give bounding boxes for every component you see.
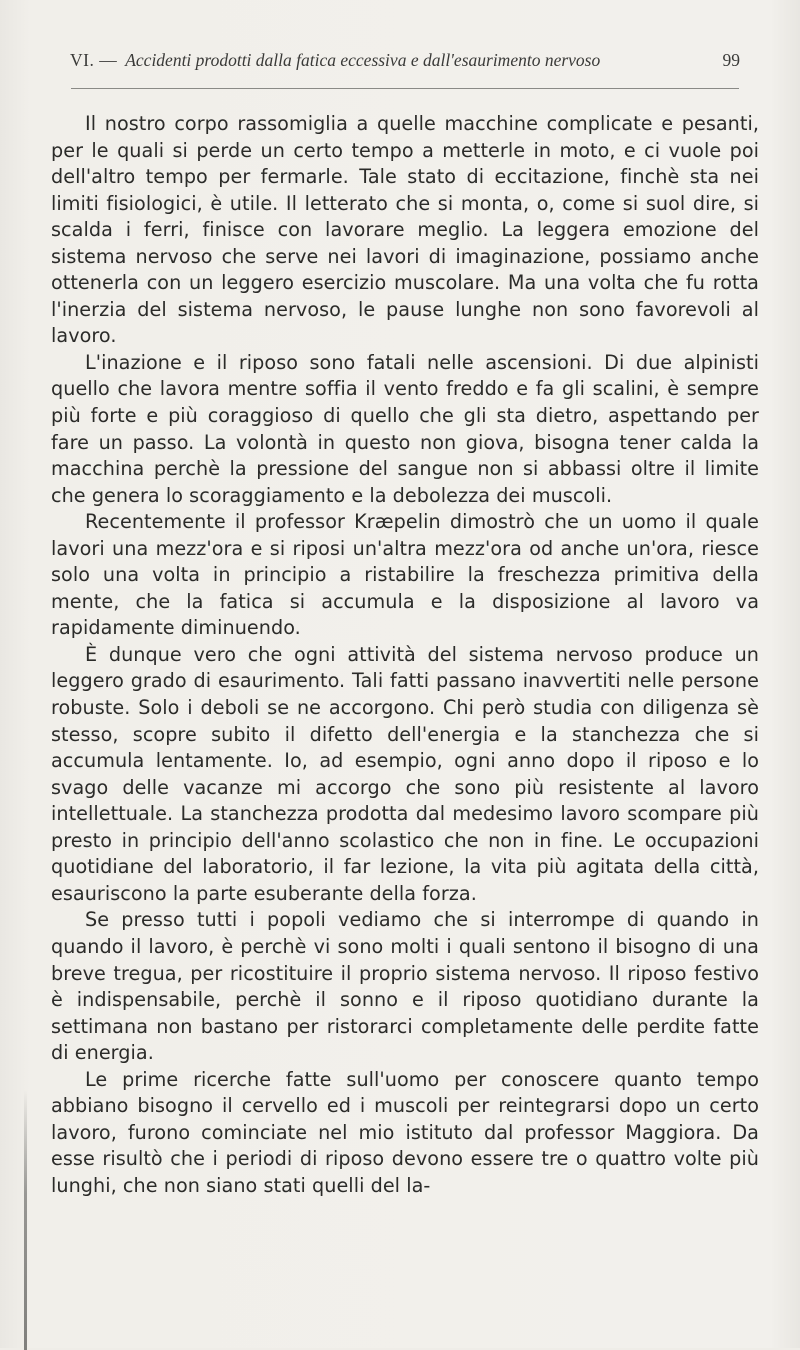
paragraph: L'inazione e il riposo sono fatali nelle ascensioni. Di due alpinisti quello che lavora mentre soffia il vento freddo e fa gli scalini, è sempre più forte e più coraggioso di quello che gli sta dietro, aspettando per fare un passo. La volontà in questo non giova, bisogna tener calda la macchina perchè la pressione del sangue non si abbassi oltre il limite che genera lo scoraggiamento e la debolezza dei muscoli. [51, 350, 759, 507]
page-number: 99 [722, 50, 740, 70]
paragraph: Se presso tutti i popoli vediamo che si interrompe di quando in quando il lavoro, è perchè vi sono molti i quali sentono il bisogno di una breve tregua, per ricostituire il proprio sistema nervoso. Il riposo festivo è indispensabile, perchè il sonno e il riposo quotidiano durante la settimana non bastano per ristorarci completamente delle perdite fatte di energia. [51, 908, 759, 1065]
chapter-title: Accidenti prodotti dalla fatica eccessiva e dall'esaurimento nervoso [125, 50, 601, 70]
running-head [70, 50, 740, 71]
paragraph: Le prime ricerche fatte sull'uomo per conoscere quanto tempo abbiano bisogno il cervello ed i muscoli per reintegrarsi dopo un certo lavoro, furono cominciate nel mio istituto dal professor Maggiora. Da esse risultò che i periodi di riposo devono essere tre o quattro volte più lunghi, che non siano stati quelli del la- [51, 1067, 759, 1197]
paragraph: Recentemente il professor Kræpelin dimostrò che un uomo il quale lavori una mezz'ora e si riposi un'altra mezz'ora od anche un'ora, riesce solo una volta in principio a ristabilire la freschezza primitiva della mente, che la fatica si accumula e la disposizione al lavoro va rapidamente diminuendo. [51, 510, 759, 640]
chapter-number: VI. — [70, 50, 118, 70]
paragraph: Il nostro corpo rassomiglia a quelle macchine complicate e pesanti, per le quali si perde un certo tempo a metterle in moto, e ci vuole poi dell'altro tempo per fermarle. Tale stato di eccitazione, finchè sta nei limiti fisiologici, è utile. Il letterato che si monta, o, come si suol dire, si scalda i ferri, finisce con lavorare meglio. La leggera emozione del sistema nervoso che serve nei lavori di imaginazione, possiamo anche ottenerla con un leggero esercizio muscolare. Ma una volta che fu rotta l'inerzia del sistema nervoso, le pause lunghe non sono favorevoli al lavoro. [51, 112, 759, 348]
running-head-title-group [70, 50, 600, 71]
header-rule [71, 88, 739, 89]
body-text [51, 111, 759, 1199]
paragraph: È dunque vero che ogni attività del sistema nervoso produce un leggero grado di esaurimento. Tali fatti passano inavvertiti nelle persone robuste. Solo i deboli se ne accorgono. Chi però studia con diligenza sè stesso, scopre subito il difetto dell'energia e la stanchezza che si accumula lentamente. Io, ad esempio, ogni anno dopo il riposo e lo svago delle vacanze mi accorgo che sono più resistente al lavoro intellettuale. La stanchezza prodotta dal medesimo lavoro scompare più presto in principio dell'anno scolastico che non in fine. Le occupazioni quotidiane del laboratorio, il far lezione, la vita più agitata della città, esauriscono la parte esuberante della forza. [51, 642, 759, 905]
scan-edge-shadow [24, 1090, 27, 1350]
